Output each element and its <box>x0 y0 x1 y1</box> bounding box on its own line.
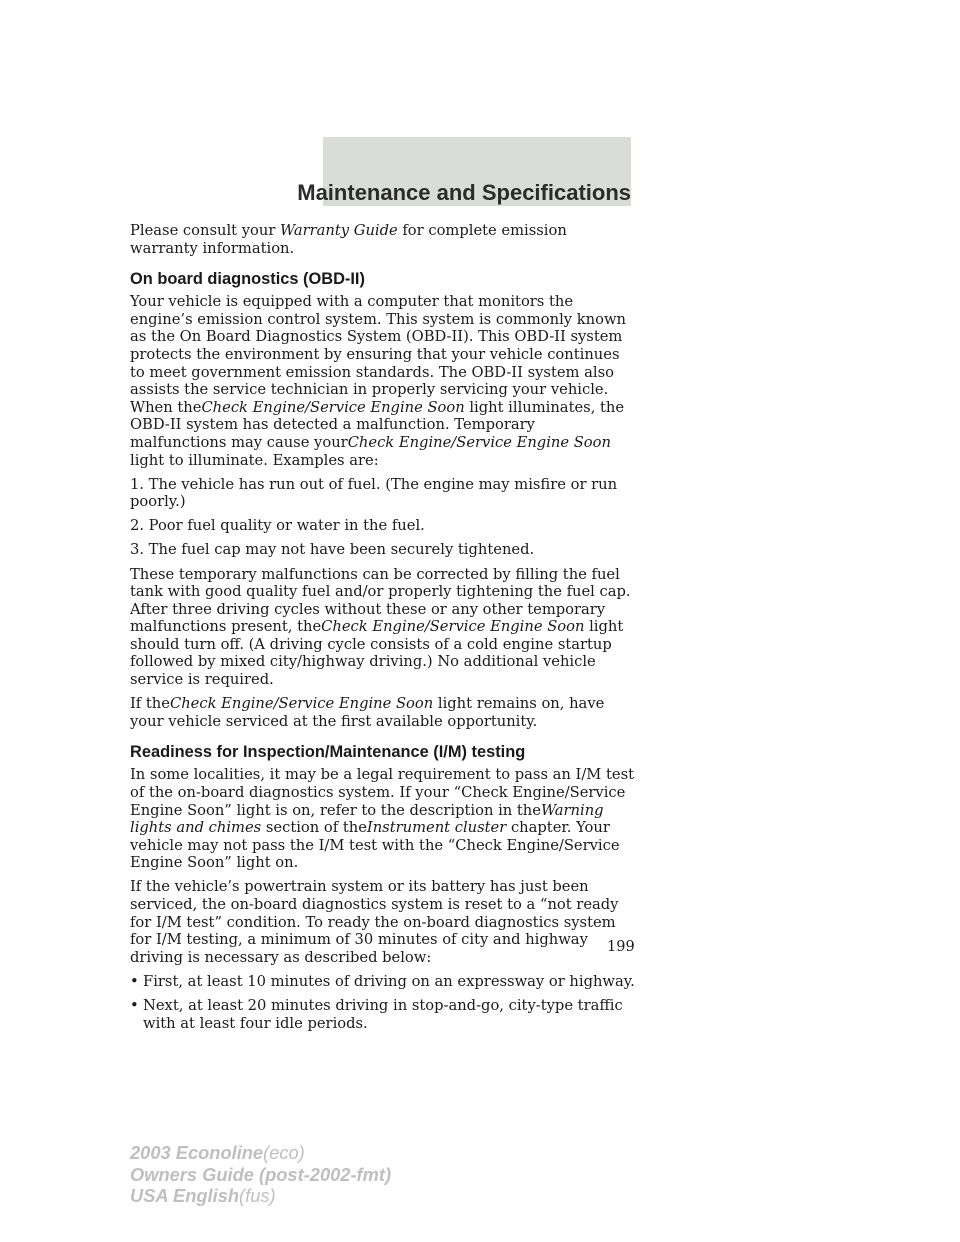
text-run: In some localities, it may be a legal requirement to pass an I/M test of the on-board diagnostics system. If your “Check Engine/Service Engine Soon” light is on, refer to the description in the <box>130 766 635 819</box>
text-run: light to illuminate. Examples are: <box>130 451 379 469</box>
text-run: light should turn off. (A driving cycle consists of a cold engine startup followed by mixed city/highway driving.) No additional vehicle service is required. <box>130 618 624 689</box>
obd-heading: On board diagnostics (OBD-II) <box>130 270 365 289</box>
page-content <box>130 222 635 1040</box>
im-heading: Readiness for Inspection/Maintenance (I/M) testing <box>130 743 526 762</box>
footer-model-code: (eco) <box>263 1142 305 1163</box>
text-run: chapter. Your vehicle may not pass the I/M test with the “Check Engine/Service Engine Soon” light on. <box>130 819 620 872</box>
check-engine-reference: Check Engine/Service Engine Soon <box>201 398 465 416</box>
footer <box>130 1142 391 1207</box>
obd-example-2: 2. Poor fuel quality or water in the fuel. <box>130 517 425 535</box>
check-engine-reference: Check Engine/Service Engine Soon <box>321 618 585 636</box>
obd-example-1: 1. The vehicle has run out of fuel. (The engine may misfire or run poorly.) <box>130 475 618 511</box>
obd-example-3: 3. The fuel cap may not have been securely tightened. <box>130 541 535 559</box>
obd-paragraph-2 <box>130 566 635 689</box>
footer-line-1 <box>130 1142 391 1164</box>
bullet-text: Next, at least 20 minutes driving in stop-and-go, city-type traffic with at least four idle periods. <box>143 997 623 1033</box>
obd-paragraph-1 <box>130 293 635 469</box>
bullet-icon: • <box>130 997 139 1015</box>
text-run: section of the <box>265 819 367 837</box>
warning-lights-reference: Warning lights and chimes <box>130 801 604 837</box>
bullet-icon: • <box>130 972 139 990</box>
footer-line-2: Owners Guide (post-2002-fmt) <box>130 1163 392 1185</box>
intro-paragraph <box>130 222 635 257</box>
bullet-text: First, at least 10 minutes of driving on an expressway or highway. <box>143 972 635 990</box>
text-run: If the <box>130 695 170 713</box>
text-run: Your vehicle is equipped with a computer that monitors the engine’s emission control system. This system is commonly known as the On Board Diagnostics System (OBD-II). This OBD-II system protects the environment by ensuring that your vehicle continues to meet government emission standards. The OBD-II system also assists the service technician in properly servicing your vehicle. When the <box>130 293 626 416</box>
text-run: light remains on, have your vehicle serviced at the first available opportunity. <box>130 695 605 730</box>
obd-paragraph-3 <box>130 695 635 730</box>
im-paragraph-1 <box>130 766 635 872</box>
footer-line-3 <box>130 1185 391 1207</box>
footer-language-code: (fus) <box>239 1185 276 1206</box>
check-engine-reference: Check Engine/Service Engine Soon <box>169 695 434 713</box>
list-item <box>130 997 635 1032</box>
text-run: light illuminates, the OBD-II system has detected a malfunction. Temporary malfunctions may cause your <box>130 398 625 451</box>
intro-text: Please consult your <box>130 222 281 239</box>
page-title: Maintenance and Specifications <box>297 180 631 205</box>
check-engine-reference: Check Engine/Service Engine Soon <box>347 433 611 451</box>
footer-model: 2003 Econoline <box>130 1142 264 1163</box>
warranty-guide-reference: Warranty Guide <box>280 222 398 239</box>
page-number: 199 <box>607 939 635 955</box>
list-item <box>130 973 635 991</box>
footer-language: USA English <box>130 1185 240 1206</box>
instrument-cluster-reference: Instrument cluster <box>366 819 507 837</box>
intro-text-end: for complete emission warranty information. <box>130 222 567 257</box>
im-paragraph-2: If the vehicle’s powertrain system or its battery has just been serviced, the on-board diagnostics system is reset to a “not ready for I/M test” condition. To ready the on-board diagnostics system for I/M testing, a minimum of 30 minutes of city and highway driving is necessary as described below: <box>130 878 619 966</box>
text-run: These temporary malfunctions can be corrected by filling the fuel tank with good quality fuel and/or properly tightening the fuel cap. After three driving cycles without these or any other temporary malfunctions present, the <box>130 565 631 636</box>
